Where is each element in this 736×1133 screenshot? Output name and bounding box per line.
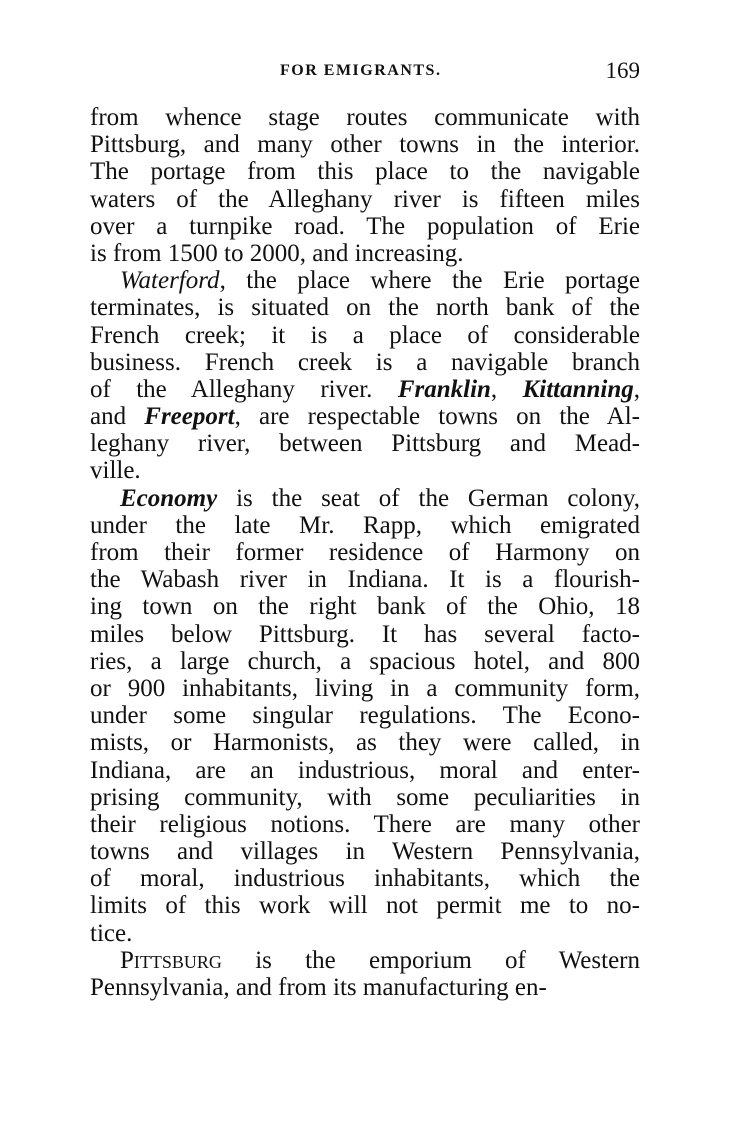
text-run: ing town on the right bank of the Ohio, 18: [90, 593, 640, 621]
running-title: FOR EMIGRANTS.: [280, 62, 442, 79]
text-run: over a turnpike road. The population of Erie: [90, 212, 640, 240]
text-run: limits of this work will not permit me to no-: [90, 892, 640, 920]
text-run: leghany river, between Pittsburg and Mead-: [90, 430, 640, 458]
text-line: [90, 947, 640, 974]
text-line: [90, 457, 640, 484]
paragraph: [90, 104, 640, 267]
text-run: or 900 inhabitants, living in a community form,: [90, 674, 640, 702]
text-line: [90, 158, 640, 185]
text-line: [90, 702, 640, 729]
paragraph: [90, 485, 640, 947]
text-line: [90, 349, 640, 376]
text-run: of moral, industrious inhabitants, which the: [90, 865, 640, 893]
text-line: [90, 920, 640, 947]
emphasis-bold-italic: Kittanning: [522, 375, 634, 403]
body-text: [90, 104, 640, 1001]
text-line: [90, 322, 640, 349]
text-line: [90, 240, 640, 267]
text-run: tice.: [90, 919, 133, 947]
text-line: [90, 376, 640, 403]
text-line: [90, 566, 640, 593]
text-line: [90, 675, 640, 702]
text-line: [90, 485, 640, 512]
text-run: is the seat of the German colony,: [217, 484, 640, 512]
text-line: [90, 403, 640, 430]
text-run: waters of the Alleghany river is fifteen miles: [90, 185, 640, 213]
text-run: and: [90, 403, 145, 431]
text-line: [90, 131, 640, 158]
text-line: [90, 838, 640, 865]
text-run: ville.: [90, 457, 141, 485]
emphasis-smallcaps: Pittsburg: [120, 946, 222, 974]
paragraph: [90, 267, 640, 485]
text-run: , are respectable towns on the Al-: [234, 403, 640, 431]
emphasis-bold-italic: Economy: [120, 484, 218, 512]
text-line: [90, 621, 640, 648]
text-line: [90, 729, 640, 756]
text-run: of the Alleghany river.: [90, 375, 398, 403]
text-line: [90, 648, 640, 675]
text-run: French creek; it is a place of considerable: [90, 321, 640, 349]
text-line: [90, 267, 640, 294]
text-line: [90, 186, 640, 213]
text-run: ries, a large church, a spacious hotel, and 800: [90, 647, 640, 675]
text-line: [90, 430, 640, 457]
text-run: under the late Mr. Rapp, which emigrated: [90, 511, 640, 539]
text-line: [90, 104, 640, 131]
text-line: [90, 757, 640, 784]
text-run: Pennsylvania, and from its manufacturing en-: [90, 974, 547, 1001]
text-line: [90, 974, 640, 1001]
text-line: [90, 512, 640, 539]
text-run: The portage from this place to the navigable: [90, 158, 640, 186]
text-line: [90, 865, 640, 892]
text-run: business. French creek is a navigable branch: [90, 348, 640, 376]
running-head: [90, 58, 640, 86]
text-run: from their former residence of Harmony on: [90, 539, 640, 566]
text-run: their religious notions. There are many other: [90, 810, 640, 838]
text-run: is the emporium of Western: [221, 946, 640, 974]
emphasis-italic: Waterford: [120, 267, 220, 295]
text-line: [90, 213, 640, 240]
text-run: Indiana, are an industrious, moral and enter-: [90, 756, 640, 784]
text-line: [90, 892, 640, 919]
text-line: [90, 593, 640, 620]
text-run: ,: [490, 375, 523, 403]
text-run: terminates, is situated on the north bank of the: [90, 294, 640, 322]
text-run: prising community, with some peculiarities in: [90, 783, 640, 811]
text-run: from whence stage routes communicate with: [90, 104, 640, 131]
text-line: [90, 294, 640, 321]
text-run: towns and villages in Western Pennsylvania,: [90, 838, 640, 866]
text-run: , the place where the Erie portage: [219, 267, 640, 295]
text-run: miles below Pittsburg. It has several facto-: [90, 620, 640, 648]
text-run: under some singular regulations. The Econo-: [90, 702, 640, 730]
text-run: Pittsburg, and many other towns in the interior.: [90, 131, 640, 159]
text-run: the Wabash river in Indiana. It is a flourish-: [90, 566, 640, 594]
text-run: ,: [633, 375, 640, 403]
emphasis-bold-italic: Freeport: [144, 403, 235, 431]
text-line: [90, 784, 640, 811]
emphasis-bold-italic: Franklin: [397, 375, 491, 403]
paragraph: [90, 947, 640, 1001]
text-run: is from 1500 to 2000, and increasing.: [90, 239, 464, 267]
text-run: mists, or Harmonists, as they were called, in: [90, 729, 640, 757]
text-line: [90, 539, 640, 566]
page-number: 169: [605, 58, 640, 83]
text-line: [90, 811, 640, 838]
